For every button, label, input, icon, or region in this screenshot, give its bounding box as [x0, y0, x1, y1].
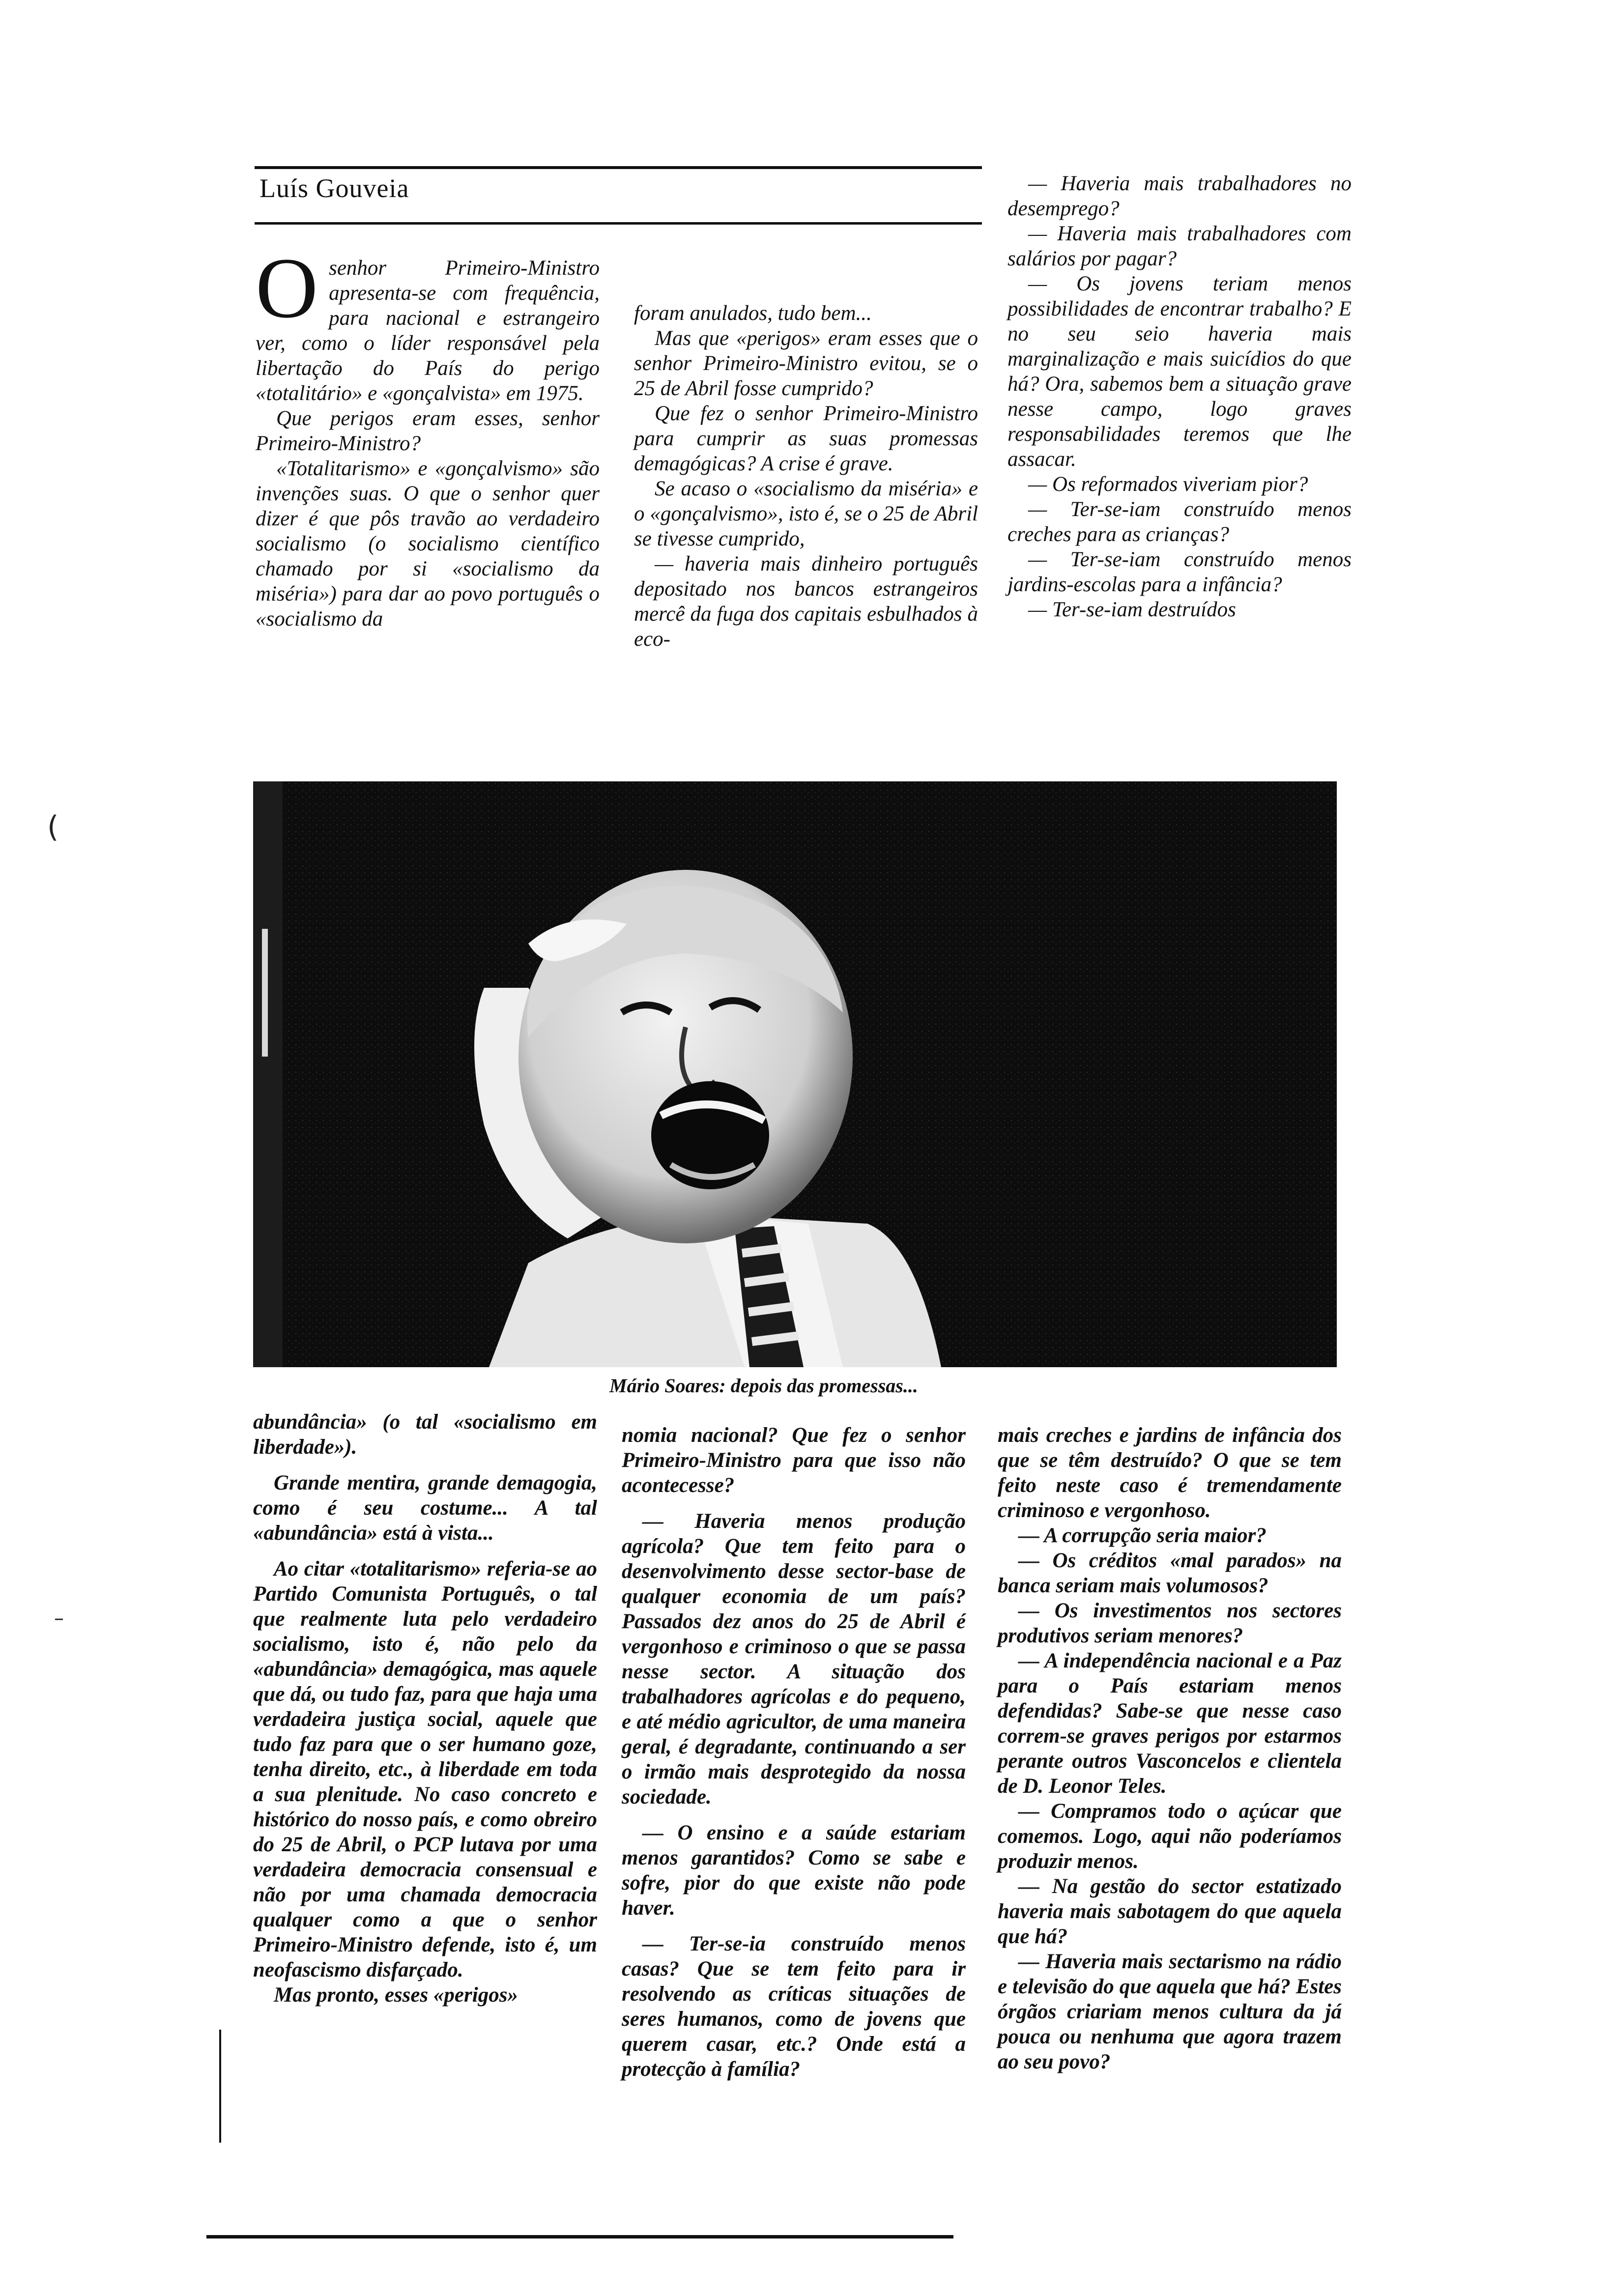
- margin-mark: –: [54, 1607, 64, 1630]
- paragraph: abundância» (o tal «socialismo em liberdade»).: [253, 1410, 603, 1459]
- paragraph: — Os reformados viveriam pior?: [1028, 473, 1308, 496]
- paragraph: Se acaso o «socialismo da miséria» e o «gonçalvismo», isto é, se o 25 de Abril se tivesse cumprido,: [634, 477, 983, 550]
- paragraph: — Compramos todo o açúcar que comemos. Logo, aqui não poderíamos produzir menos.: [998, 1800, 1347, 1873]
- photo-illustration: [253, 781, 1337, 1367]
- column-2-bottom: [622, 1423, 971, 2219]
- photo-caption: Mário Soares: depois das promessas...: [609, 1375, 918, 1397]
- bottom-rule: [206, 2235, 953, 2239]
- column-1-top: [256, 240, 605, 757]
- paragraph: mais creches e jardins de infância dos que se têm destruído? O que se tem feito neste caso é tremendamente criminoso e vergonhoso.: [998, 1424, 1347, 1522]
- paragraph: — Haveria menos produção agrícola? Que tem feito para o desenvolvimento desse sector-base de qualquer economia de um país? Passados dez anos do 25 de Abril é vergonhoso e criminoso o que se passa nesse sector. A situação dos trabalhadores agrícolas e do pequeno, e até médio agricultor, de uma maneira geral, é degradante, continuando a ser o irmão mais desprotegido da nossa sociedade.: [622, 1510, 971, 1808]
- column-3-bottom: [998, 1423, 1347, 2288]
- paragraph: — Ter-se-iam construído menos creches para as crianças?: [1008, 498, 1357, 546]
- paragraph: — A corrupção seria maior?: [1018, 1524, 1267, 1547]
- top-rule: [255, 166, 982, 169]
- margin-mark: (: [47, 810, 59, 844]
- paragraph: — Haveria mais sectarismo na rádio e televisão do que aquela que há? Estes órgãos criariam menos cultura da já pouca ou nenhuma que agora trazem ao seu povo?: [998, 1950, 1347, 2073]
- paragraph: — Na gestão do sector estatizado haveria mais sabotagem do que aquela que há?: [998, 1875, 1347, 1948]
- paragraph: «Totalitarismo» e «gonçalvismo» são invenções suas. O que o senhor quer dizer é que pôs travão ao verdadeiro socialismo (o socialismo científico chamado por si «socialismo da miséria») para dar ao povo português o «socialismo da: [256, 457, 605, 631]
- paragraph: Mas que «perigos» eram esses que o senhor Primeiro-Ministro evitou, se o 25 de Abril fosse cumprido?: [634, 327, 983, 400]
- paragraph: — Os créditos «mal parados» na banca seriam mais volumosos?: [998, 1549, 1347, 1597]
- paragraph: Ao citar «totalitarismo» referia-se ao Partido Comunista Português, o tal que realmente luta pelo verdadeiro socialismo, isto é, não pelo da «abundância» demagógica, mas aquele que dá, ou tudo faz, para que haja uma verdadeira justiça social, aquele que tudo faz para que o ser humano goze, tenha direito, etc., à liberdade em toda a sua plenitude. No caso concreto e histórico do nosso país, e como obreiro do 25 de Abril, o PCP lutava por uma verdadeira democracia consensual e não por uma chamada democracia qualquer como a que o senhor Primeiro-Ministro defende, isto é, um neofascismo disfarçado.: [253, 1557, 603, 1981]
- paragraph: — Os jovens teriam menos possibilidades de encontrar trabalho? E no seu seio haveria mais marginalização e mais suicídios do que há? Ora, sabemos bem a situação grave nesse campo, logo graves responsabilidades teremos que lhe assacar.: [1008, 272, 1357, 471]
- paragraph: — O ensino e a saúde estariam menos garantidos? Como se sabe e sofre, pior do que existe não pode haver.: [622, 1821, 971, 1920]
- paragraph: Mas pronto, esses «perigos»: [274, 1983, 518, 2007]
- paragraph: — A independência nacional e a Paz para o País estariam menos defendidas? Sabe-se que nesse caso correm-se graves perigos por estarmos perante outros Vasconcelos e clientela de D. Leonor Teles.: [998, 1649, 1347, 1798]
- paragraph: — Haveria mais trabalhadores com salários por pagar?: [1008, 222, 1357, 270]
- column-2-top: [634, 301, 983, 758]
- paragraph: Que fez o senhor Primeiro-Ministro para cumprir as suas promessas demagógicas? A crise é grave.: [634, 402, 983, 475]
- column-3-top: [1008, 171, 1357, 761]
- paragraph: — Ter-se-iam destruídos: [1028, 598, 1236, 621]
- author-name: Luís Gouveia: [259, 173, 409, 203]
- paragraph: — Os investimentos nos sectores produtivos seriam menores?: [998, 1599, 1347, 1647]
- paragraph: — Ter-se-ia construído menos casas? Que se tem feito para ir resolvendo as críticas situações de seres humanos, como de jovens que querem casar, etc.? Onde está a protecção à família?: [622, 1932, 971, 2081]
- paragraph: Grande mentira, grande demagogia, como é seu costume... A tal «abundância» está à vista...: [253, 1471, 603, 1545]
- drop-cap: O: [256, 240, 318, 336]
- man-yawning-photo: [253, 781, 1337, 1367]
- column-1-bottom: [253, 1409, 603, 2225]
- paragraph: — Ter-se-iam construído menos jardins-escolas para a infância?: [1008, 548, 1357, 596]
- paragraph: — haveria mais dinheiro português depositado nos bancos estrangeiros mercê da fuga dos capitais esbulhados à eco-: [634, 552, 983, 651]
- paragraph: Que perigos eram esses, senhor Primeiro-Ministro?: [256, 407, 605, 455]
- author-rule: [255, 222, 982, 225]
- paragraph: — Haveria mais trabalhadores no desemprego?: [1008, 172, 1357, 220]
- paragraph: foram anulados, tudo bem...: [634, 302, 872, 325]
- column-side-rule: [219, 2030, 221, 2143]
- paragraph: Osenhor Primeiro-Ministro apresenta-se com frequência, para nacional e estrangeiro ver, como o líder responsável pela libertação do País do perigo «totalitário» e «gonçalvista» em 1975.: [256, 240, 605, 405]
- paragraph: nomia nacional? Que fez o senhor Primeiro-Ministro para que isso não acontecesse?: [622, 1424, 971, 1497]
